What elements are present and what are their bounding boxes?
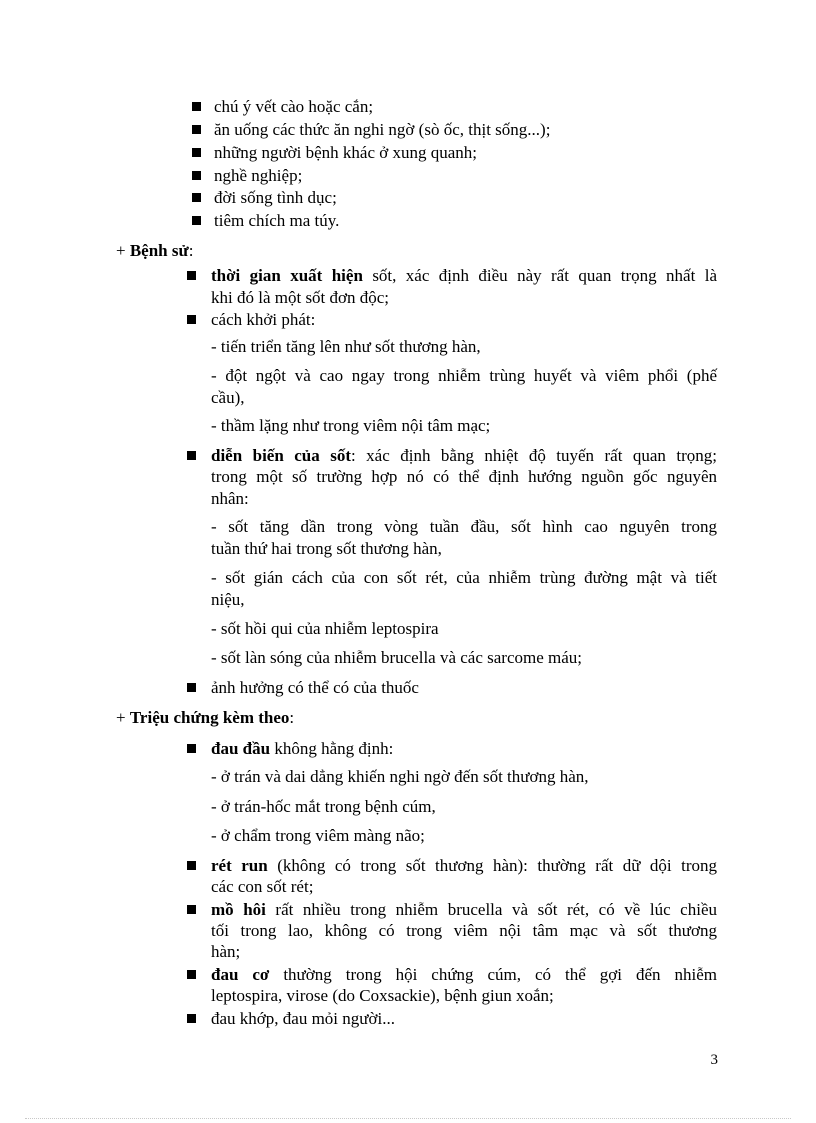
onset-mode-item-3: - thầm lặng như trong viêm nội tâm mạc; [211,416,491,435]
bullet-square-icon [187,744,196,753]
section-heading-benh-su [116,240,193,262]
bullet-square-icon [187,861,196,870]
onset-time-bold: thời gian xuất hiện [211,266,363,285]
myalgia-bold: đau cơ [211,965,270,984]
onset-time-line1 [211,265,717,287]
page-number: 3 [710,1052,718,1068]
onset-mode-item-2-cont: cầu), [211,388,245,407]
bullet-square-icon [192,193,201,202]
history-item-2: ăn uống các thức ăn nghi ngờ (sò ốc, thịt sống...); [214,120,551,139]
history-item-1: chú ý vết cào hoặc cắn; [214,97,374,116]
section-colon: : [188,241,194,260]
history-item-6: tiêm chích ma túy. [214,211,340,230]
course-item-3: - sốt hồi qui của nhiễm leptospira [211,619,439,638]
course-item-2: - sốt gián cách của con sốt rét, của nhiễm trùng đường mật và tiết [211,568,717,587]
sweat-rest: rất nhiều trong nhiễm brucella và sốt rét, có về lúc chiều [265,900,717,919]
chills-rest: (không có trong sốt thương hàn): thường rất dữ dội trong [267,856,717,875]
section-colon: : [289,708,295,727]
bullet-square-icon [187,970,196,979]
course-item-1-cont: tuần thứ hai trong sốt thương hàn, [211,539,442,558]
bullet-square-icon [192,102,201,111]
sweat-line1 [211,899,717,921]
bullet-square-icon [192,171,201,180]
course-rest: : xác định bằng nhiệt độ tuyến rất quan trọng; [351,446,717,465]
bullet-square-icon [187,271,196,280]
sweat-bold: mồ hôi [211,900,266,919]
bullet-square-icon [187,451,196,460]
sweat-line3: hàn; [211,942,241,961]
myalgia-rest: thường trong hội chứng cúm, có thể gợi đến nhiễm [269,965,717,984]
headache-item-3: - ở chẩm trong viêm màng não; [211,826,425,845]
course-item-2-cont: niệu, [211,590,245,609]
sweat-line2: tối trong lao, không có trong viêm nội tâm mạc và sốt thương [211,921,717,940]
history-item-5: đời sống tình dục; [214,188,337,207]
course-line1 [211,445,717,467]
section-heading-trieu-chung [116,707,294,729]
onset-mode-label: cách khởi phát: [211,310,316,329]
section-title: Bệnh sử [129,241,189,260]
myalgia-line1 [211,964,717,986]
headache-rest: không hằng định: [270,739,394,758]
headache-item-1: - ở trán và dai dẳng khiến nghi ngờ đến sốt thương hàn, [211,767,589,786]
course-item-1: - sốt tăng dần trong vòng tuần đầu, sốt hình cao nguyên trong [211,517,717,536]
bullet-square-icon [192,216,201,225]
bullet-square-icon [192,148,201,157]
course-line2: trong một số trường hợp nó có thể định hướng nguồn gốc nguyên [211,467,717,486]
arthralgia: đau khớp, đau mỏi người... [211,1009,395,1028]
course-item-4: - sốt làn sóng của nhiễm brucella và các sarcome máu; [211,648,583,667]
onset-mode-item-2: - đột ngột và cao ngay trong nhiễm trùng huyết và viêm phổi (phế [211,366,717,385]
headache-bold: đau đầu [211,739,271,758]
bullet-square-icon [187,905,196,914]
onset-time-line2: khi đó là một sốt đơn độc; [211,288,390,307]
chills-bold: rét run [211,856,268,875]
bullet-square-icon [187,683,196,692]
onset-time-rest: sốt, xác định điều này rất quan trọng nhất là [362,266,717,285]
bullet-square-icon [187,315,196,324]
headache-item-2: - ở trán-hốc mắt trong bệnh cúm, [211,797,436,816]
course-line3: nhân: [211,489,249,508]
myalgia-line2: leptospira, virose (do Coxsackie), bệnh giun xoắn; [211,986,554,1005]
headache-line [211,738,393,760]
history-item-3: những người bệnh khác ở xung quanh; [214,143,478,162]
bullet-square-icon [192,125,201,134]
history-item-4: nghề nghiệp; [214,166,303,185]
onset-mode-item-1: - tiến triển tăng lên như sốt thương hàn, [211,337,481,356]
section-title: Triệu chứng kèm theo [129,708,290,727]
chills-line2: các con sốt rét; [211,877,314,896]
course-bold: diễn biến của sốt [211,446,351,465]
drug-effect: ảnh hưởng có thể có của thuốc [211,678,419,697]
section-plus: + [116,241,126,260]
chills-line1 [211,855,717,877]
page-bottom-divider [25,1118,791,1119]
section-plus: + [116,708,126,727]
bullet-square-icon [187,1014,196,1023]
